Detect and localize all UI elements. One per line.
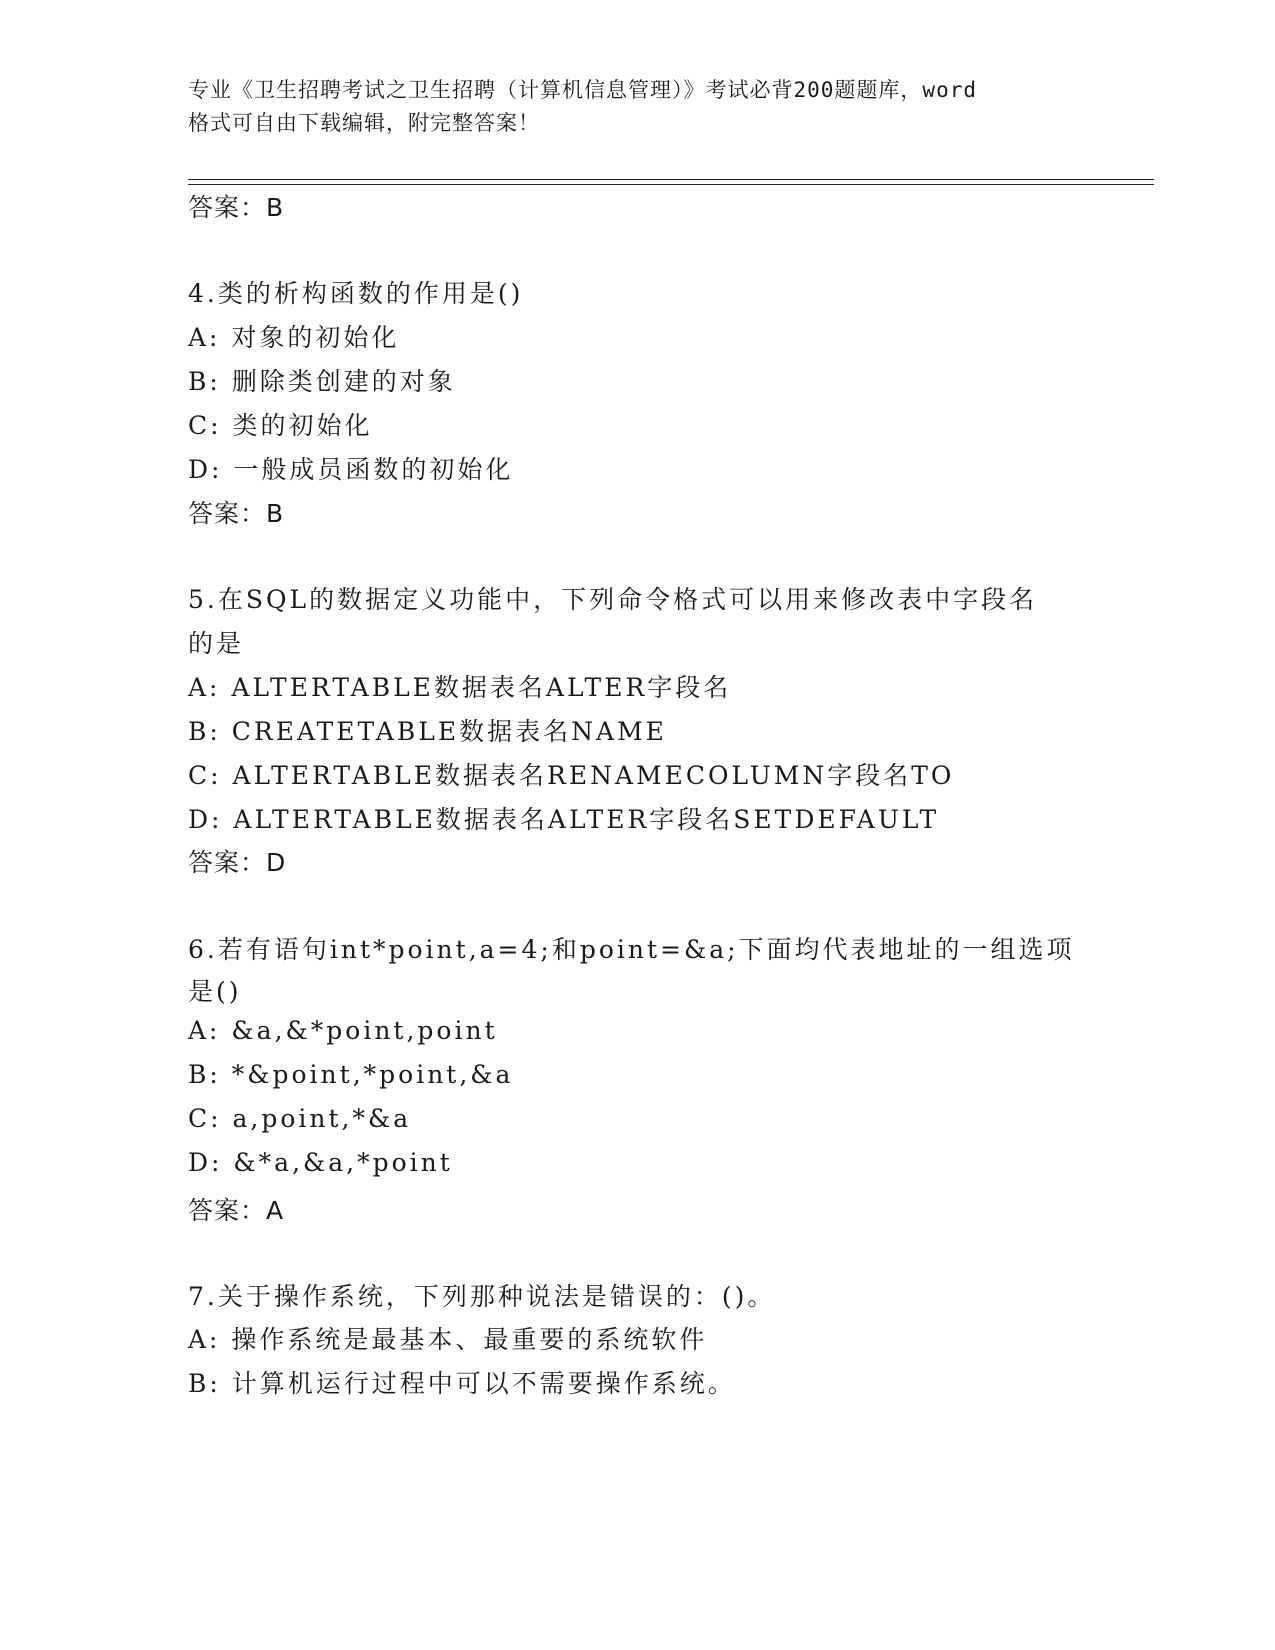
question-4-option-a: A: 对象的初始化 (188, 323, 400, 352)
header-rule-top (188, 179, 1154, 180)
answer-q5: 答案：D (188, 848, 287, 877)
document-header (188, 74, 1108, 140)
question-7-text: 7.关于操作系统，下列那种说法是错误的：()。 (188, 1282, 776, 1311)
header-rule-bottom (188, 184, 1154, 185)
question-4-text: 4.类的析构函数的作用是() (188, 279, 524, 308)
header-line-1: 专业《卫生招聘考试之卫生招聘（计算机信息管理）》考试必背200题题库，word (188, 78, 977, 102)
question-7-option-a: A: 操作系统是最基本、最重要的系统软件 (188, 1325, 708, 1354)
question-5-option-d: D: ALTERTABLE数据表名ALTER字段名SETDEFAULT (188, 805, 940, 834)
question-6-option-b: B: *&point,*point,&a (188, 1060, 514, 1089)
question-6-option-d: D: &*a,&a,*point (188, 1148, 453, 1177)
question-7-option-b: B: 计算机运行过程中可以不需要操作系统。 (188, 1369, 736, 1398)
question-4-option-b: B: 删除类创建的对象 (188, 367, 456, 396)
question-5-option-c: C: ALTERTABLE数据表名RENAMECOLUMN字段名TO (188, 761, 955, 790)
question-5-text-line-2: 的是 (188, 629, 245, 658)
question-5-option-a: A: ALTERTABLE数据表名ALTER字段名 (188, 673, 732, 702)
answer-q4: 答案：B (188, 499, 285, 528)
question-5-text-line-1: 5.在SQL的数据定义功能中，下列命令格式可以用来修改表中字段名 (188, 585, 1038, 614)
header-line-2: 格式可自由下载编辑，附完整答案！ (188, 111, 540, 135)
question-4-option-c: C: 类的初始化 (188, 411, 373, 440)
question-6-option-c: C: a,point,*&a (188, 1104, 412, 1133)
question-4-option-d: D: 一般成员函数的初始化 (188, 455, 514, 484)
question-5-option-b: B: CREATETABLE数据表名NAME (188, 717, 667, 746)
answer-q6: 答案：A (188, 1196, 285, 1225)
question-6-text-line-1: 6.若有语句int*point,a=4;和point=&a;下面均代表地址的一组选项 (188, 935, 1075, 964)
answer-q3: 答案：B (188, 193, 285, 222)
question-6-text-line-2: 是() (188, 977, 242, 1006)
question-6-option-a: A: &a,&*point,point (188, 1016, 498, 1045)
